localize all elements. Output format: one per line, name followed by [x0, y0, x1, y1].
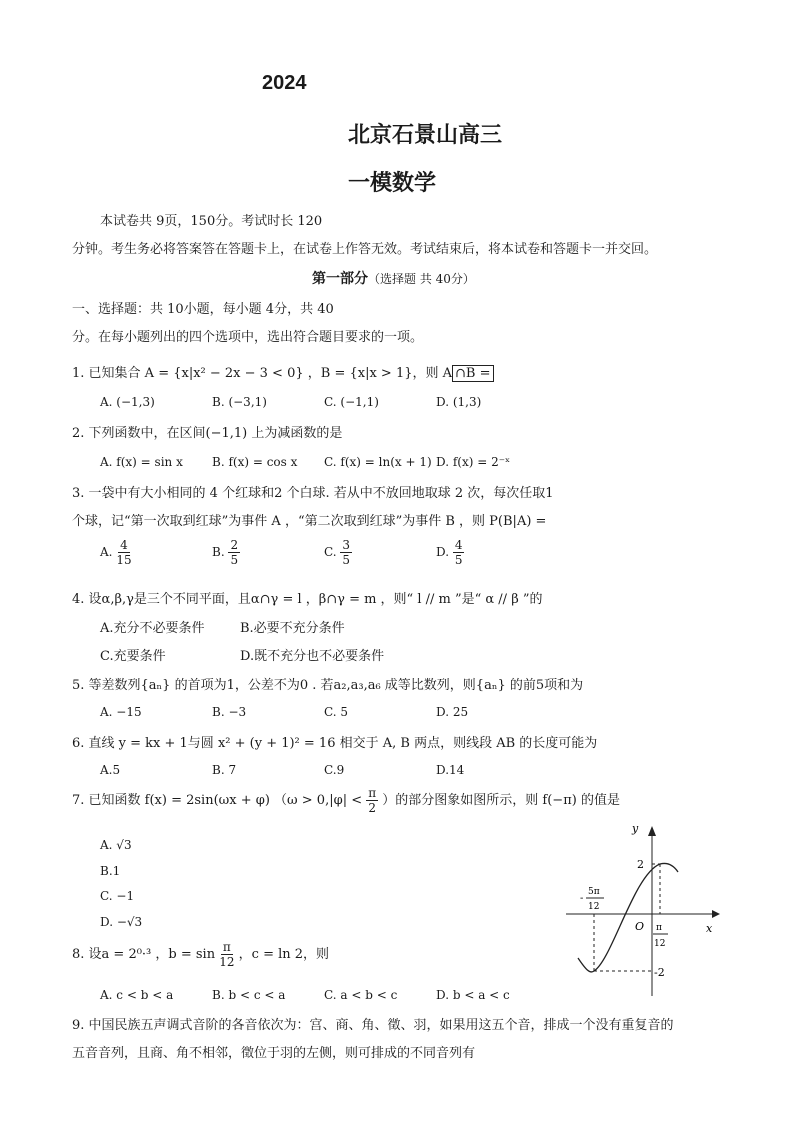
q4-option-a: A.充分不必要条件	[100, 621, 205, 636]
question-1-text: 1. 已知集合 A = {x|x² − 2x − 3 < 0} ，B = {x|x > 1}，则 A	[72, 366, 453, 381]
q2-option-a: A. f(x) = sin x	[100, 455, 183, 469]
question-1-boxed-expr: ∩B =	[452, 365, 493, 382]
origin-label: O	[635, 920, 645, 933]
q3-option-d-fraction	[453, 538, 465, 567]
q4-option-c: C.充要条件	[100, 649, 166, 664]
q5-option-d: D. 25	[436, 705, 469, 719]
q6-option-c: C.9	[324, 763, 345, 777]
question-7-frac-denominator: 2	[368, 801, 377, 815]
q3-option-c-fraction	[340, 538, 352, 567]
question-8-fraction	[219, 940, 234, 969]
q5-option-c: C. 5	[324, 705, 349, 719]
q8-option-c: C. a < b < c	[324, 988, 398, 1002]
q3-option-b-denominator: 5	[230, 553, 239, 567]
question-8-text-a: 8. 设a = 2⁰·³ ，b = sin	[72, 947, 216, 962]
question-9-line-2: 五音音列，且商、角不相邻，徵位于羽的左侧，则可排成的不同音列有	[72, 1046, 476, 1061]
q5-option-b: B. −3	[212, 705, 247, 719]
q3-option-d-denominator: 5	[454, 553, 463, 567]
q3-option-d	[436, 538, 464, 567]
q3-option-d-numerator: 4	[454, 538, 463, 552]
q3-option-c	[324, 538, 352, 567]
q3-option-b-label: B.	[212, 545, 225, 559]
q3-option-a-fraction	[116, 538, 131, 567]
question-7-fraction	[366, 786, 378, 815]
y-min-label: -2	[654, 966, 665, 979]
q8-option-b: B. b < c < a	[212, 988, 286, 1002]
question-7-text-a: 7. 已知函数 f(x) = 2sin(ωx + φ) （ω > 0,|φ| <	[72, 793, 363, 808]
sine-graph-figure	[560, 818, 730, 1000]
exam-year: 2024	[262, 72, 307, 94]
q4-option-d: D.既不充分也不必要条件	[240, 649, 385, 664]
x-left-denominator: 12	[588, 902, 600, 912]
q7-option-c: C. −1	[100, 889, 135, 903]
question-3-line-2: 个球，记“第一次取到红球”为事件 A ，“第二次取到红球”为事件 B ，则 P(B|A) =	[72, 514, 547, 529]
q1-option-a: A. (−1,3)	[100, 395, 155, 409]
y-axis-label: y	[632, 822, 639, 835]
question-8-text-b: ，c = ln 2，则	[238, 947, 330, 962]
q3-option-a-label: A.	[100, 545, 113, 559]
intro-line-2: 分钟。考生务必将答案答在答题卡上，在试卷上作答无效。考试结束后，将本试卷和答题卡一并交回。	[72, 242, 658, 257]
q2-option-d: D. f(x) = 2⁻ˣ	[436, 455, 511, 469]
exam-title: 北京石景山高三	[348, 122, 503, 147]
q6-option-a: A.5	[100, 763, 121, 777]
q3-option-b	[212, 538, 240, 567]
question-4-stem: 4. 设α,β,γ是三个不同平面，且α∩γ = l ，β∩γ = m ，则“ l // m ”是“ α // β ”的	[72, 592, 543, 607]
question-3-line-1: 3. 一袋中有大小相同的 4 个红球和2 个白球. 若从中不放回地取球 2 次，每次任取1	[72, 486, 554, 501]
question-7-text-b: ）的部分图象如图所示，则 f(−π) 的值是	[382, 793, 620, 808]
q1-option-d: D. (1,3)	[436, 395, 482, 409]
section-instructions-1: 一、选择题：共 10小题，每小题 4分，共 40	[72, 302, 334, 317]
q2-option-c: C. f(x) = ln(x + 1)	[324, 455, 432, 469]
q6-option-b: B. 7	[212, 763, 237, 777]
q2-option-b: B. f(x) = cos x	[212, 455, 298, 469]
question-2-stem: 2. 下列函数中，在区间(−1,1) 上为减函数的是	[72, 426, 343, 441]
x-left-numerator: 5π	[588, 887, 600, 897]
question-7-stem	[72, 786, 620, 815]
question-9-line-1: 9. 中国民族五声调式音阶的各音依次为：宫、商、角、徵、羽，如果用这五个音，排成一个没有重复音的	[72, 1018, 674, 1033]
q3-option-d-label: D.	[436, 545, 450, 559]
question-5-stem: 5. 等差数列{aₙ} 的首项为1，公差不为0 . 若a₂,a₃,a₆ 成等比数列，则{aₙ} 的前5项和为	[72, 678, 584, 693]
q7-option-b: B.1	[100, 864, 121, 878]
x-right-numerator: π	[656, 923, 662, 933]
question-1-stem	[72, 362, 494, 381]
intro-line-1: 本试卷共 9页，150分。考试时长 120	[100, 214, 323, 229]
part-one-note: （选择题 共 40分）	[368, 272, 475, 286]
q6-option-d: D.14	[436, 763, 465, 777]
q5-option-a: A. −15	[100, 705, 142, 719]
x-left-sign: -	[580, 893, 584, 904]
sine-curve	[578, 863, 678, 971]
q3-option-c-numerator: 3	[342, 538, 351, 552]
q3-option-a-numerator: 4	[120, 538, 128, 552]
question-8-stem	[72, 940, 329, 969]
y-axis-arrow-icon	[648, 826, 656, 836]
q3-option-a-denominator: 15	[116, 553, 132, 567]
x-right-denominator: 12	[654, 939, 666, 949]
q3-option-b-numerator: 2	[230, 538, 239, 552]
question-8-frac-denominator: 12	[219, 955, 235, 969]
x-axis-label: x	[706, 922, 713, 935]
q3-option-c-label: C.	[324, 545, 337, 559]
x-axis-arrow-icon	[712, 910, 720, 918]
q1-option-c: C. (−1,1)	[324, 395, 379, 409]
exam-subtitle: 一模数学	[348, 170, 437, 195]
q7-option-a: A. √3	[100, 838, 132, 852]
q8-option-a: A. c < b < a	[100, 988, 174, 1002]
q1-option-b: B. (−3,1)	[212, 395, 267, 409]
q3-option-c-denominator: 5	[342, 553, 351, 567]
part-one-title: 第一部分	[312, 271, 368, 287]
q3-option-b-fraction	[228, 538, 240, 567]
question-7-frac-numerator: π	[368, 786, 377, 800]
q7-option-d: D. −√3	[100, 915, 143, 929]
question-6-stem: 6. 直线 y = kx + 1与圆 x² + (y + 1)² = 16 相交于 A, B 两点，则线段 AB 的长度可能为	[72, 736, 598, 751]
y-max-label: 2	[637, 858, 644, 871]
question-8-frac-numerator: π	[222, 940, 231, 954]
section-instructions-2: 分。在每小题列出的四个选项中，选出符合题目要求的一项。	[72, 330, 424, 345]
q8-option-d: D. b < a < c	[436, 988, 510, 1002]
q4-option-b: B.必要不充分条件	[240, 621, 345, 636]
part-one-heading	[312, 268, 475, 288]
q3-option-a	[100, 538, 132, 567]
